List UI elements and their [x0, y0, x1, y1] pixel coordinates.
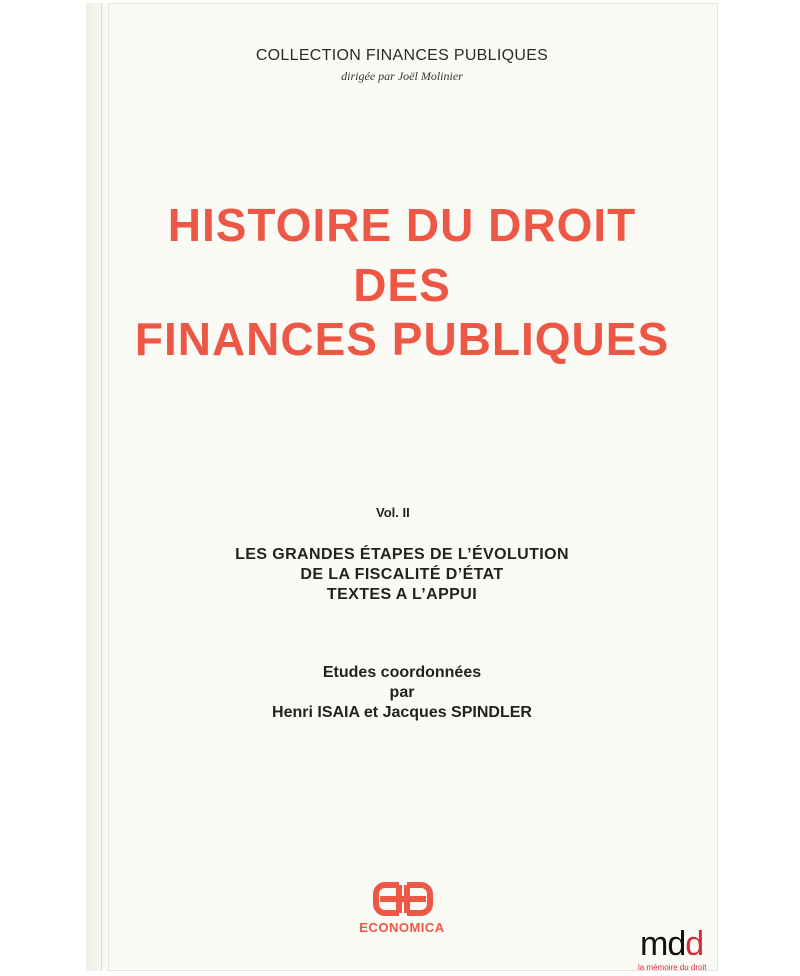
subtitle-line-3: TEXTES A L’APPUI — [326, 586, 478, 603]
collection-name: COLLECTION FINANCES PUBLIQUES — [255, 47, 549, 64]
title-line-2: DES — [353, 259, 451, 311]
credits-line-1: Etudes coordonnées — [322, 664, 482, 681]
collection-director: dirigée par Joël Molinier — [341, 69, 463, 83]
watermark-mark — [640, 926, 703, 962]
book-cover — [86, 3, 718, 971]
watermark-logo — [640, 926, 720, 976]
publisher-name: ECONOMICA — [359, 920, 445, 935]
economica-ae-ligature-icon — [372, 877, 434, 919]
credits-line-3: Henri ISAIA et Jacques SPINDLER — [272, 704, 532, 721]
watermark-mark-left: md — [640, 925, 686, 963]
title-line-1: HISTOIRE DU DROIT — [167, 199, 637, 251]
subtitle-line-1: LES GRANDES ÉTAPES DE L’ÉVOLUTION — [235, 546, 569, 563]
credits-line-2: par — [389, 684, 415, 701]
volume-label: Vol. II — [376, 505, 410, 520]
subtitle-line-2: DE LA FISCALITÉ D’ÉTAT — [300, 566, 504, 583]
watermark-mark-right: d — [685, 925, 704, 963]
title-line-3: FINANCES PUBLIQUES — [134, 313, 670, 365]
cover-spine — [86, 3, 109, 971]
watermark-caption: la mémoire du droit — [638, 963, 707, 972]
spine-crease — [101, 3, 102, 971]
